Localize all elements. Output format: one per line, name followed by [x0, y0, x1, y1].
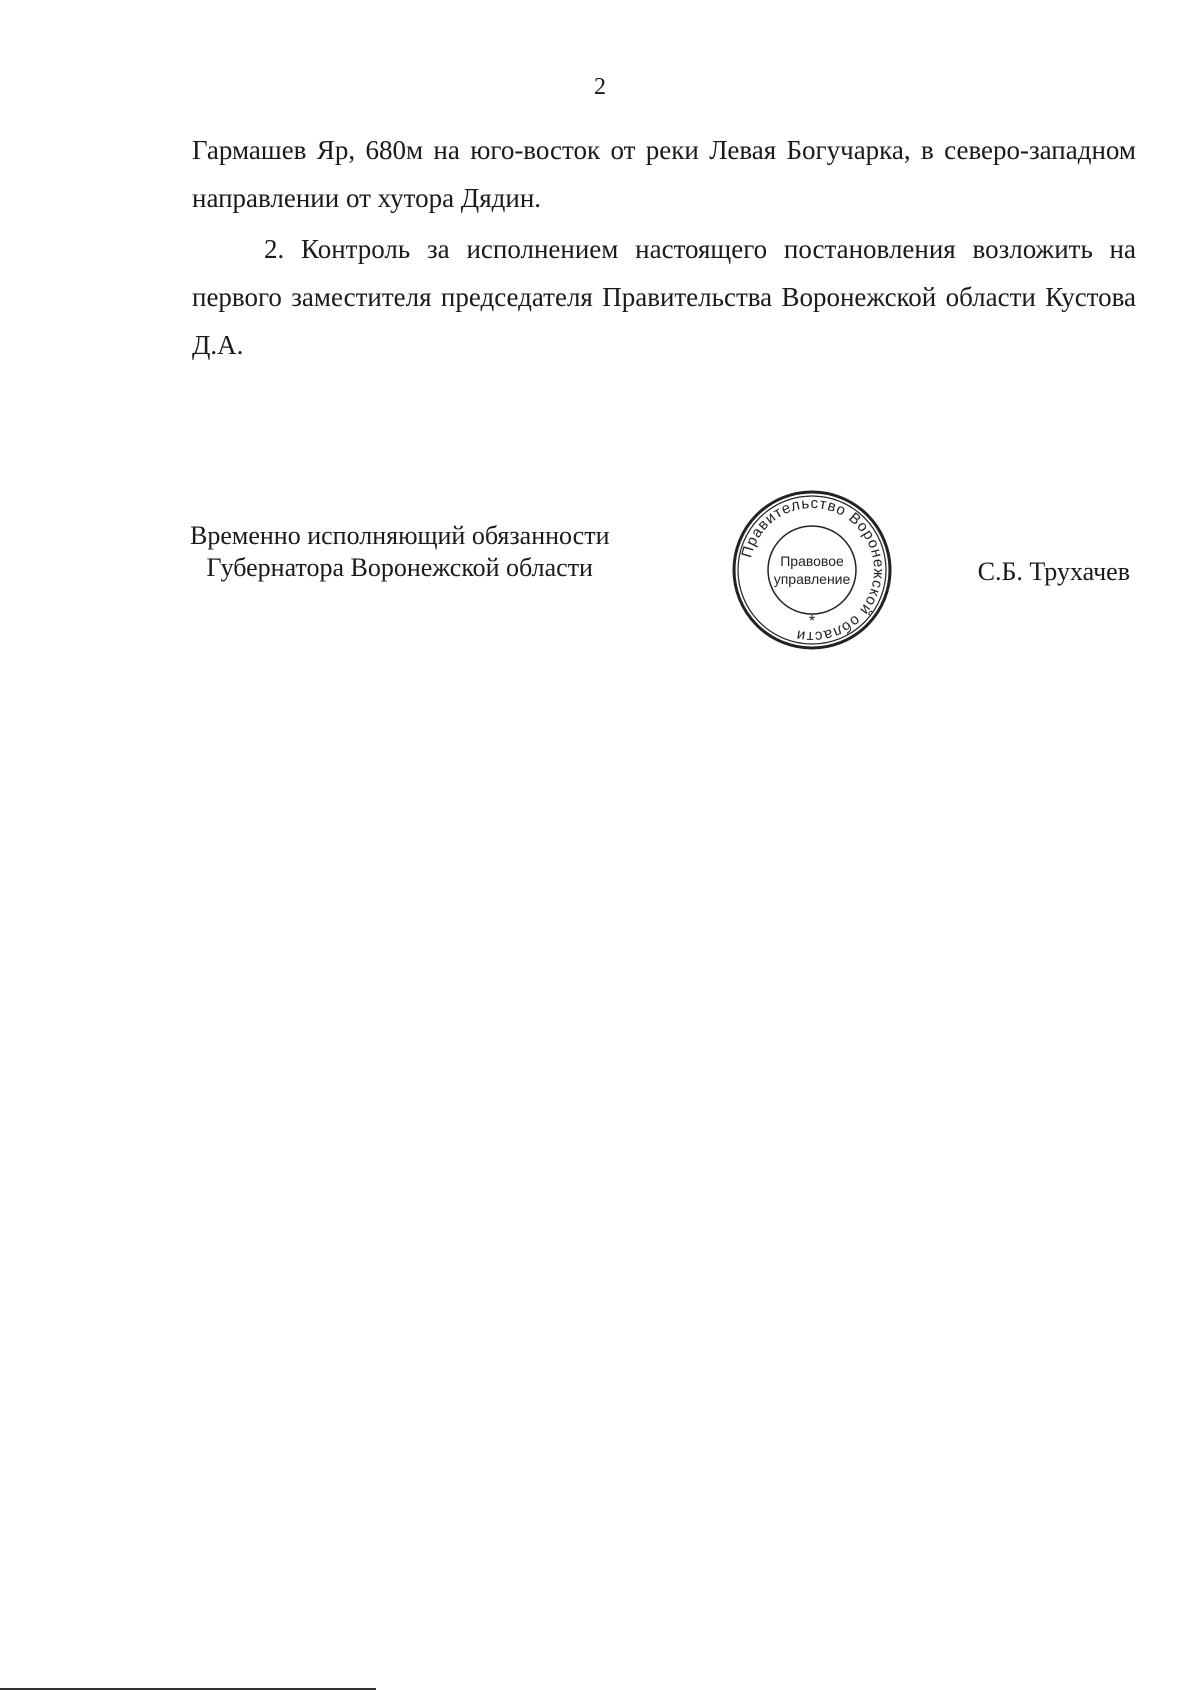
- body-text: [192, 126, 1136, 369]
- signatory-name: С.Б. Трухачев: [977, 557, 1130, 586]
- signatory-position-line1: Временно исполняющий обязанности: [190, 521, 610, 550]
- stamp-center-line1: Правовое: [780, 553, 844, 569]
- official-stamp: [730, 488, 894, 652]
- signatory-position-line2: Губернатора Воронежской области: [206, 553, 593, 582]
- paragraph-control: 2. Контроль за исполнением настоящего постановления возложить на первого заместителя председателя Правительства Воронежской области Кустова Д.А.: [192, 234, 1136, 360]
- page-number: 2: [594, 74, 606, 100]
- signatory-position: [190, 520, 610, 584]
- stamp-star: *: [808, 613, 816, 630]
- stamp-center-line2: управление: [773, 571, 851, 587]
- paragraph-continuation: Гармашев Яр, 680м на юго-восток от реки Левая Богучарка, в северо-западном направлении от хутора Дядин.: [192, 135, 1136, 213]
- stamp-ring-text: Правительство Воронежской области: [738, 494, 888, 646]
- bottom-rule: [0, 1688, 376, 1690]
